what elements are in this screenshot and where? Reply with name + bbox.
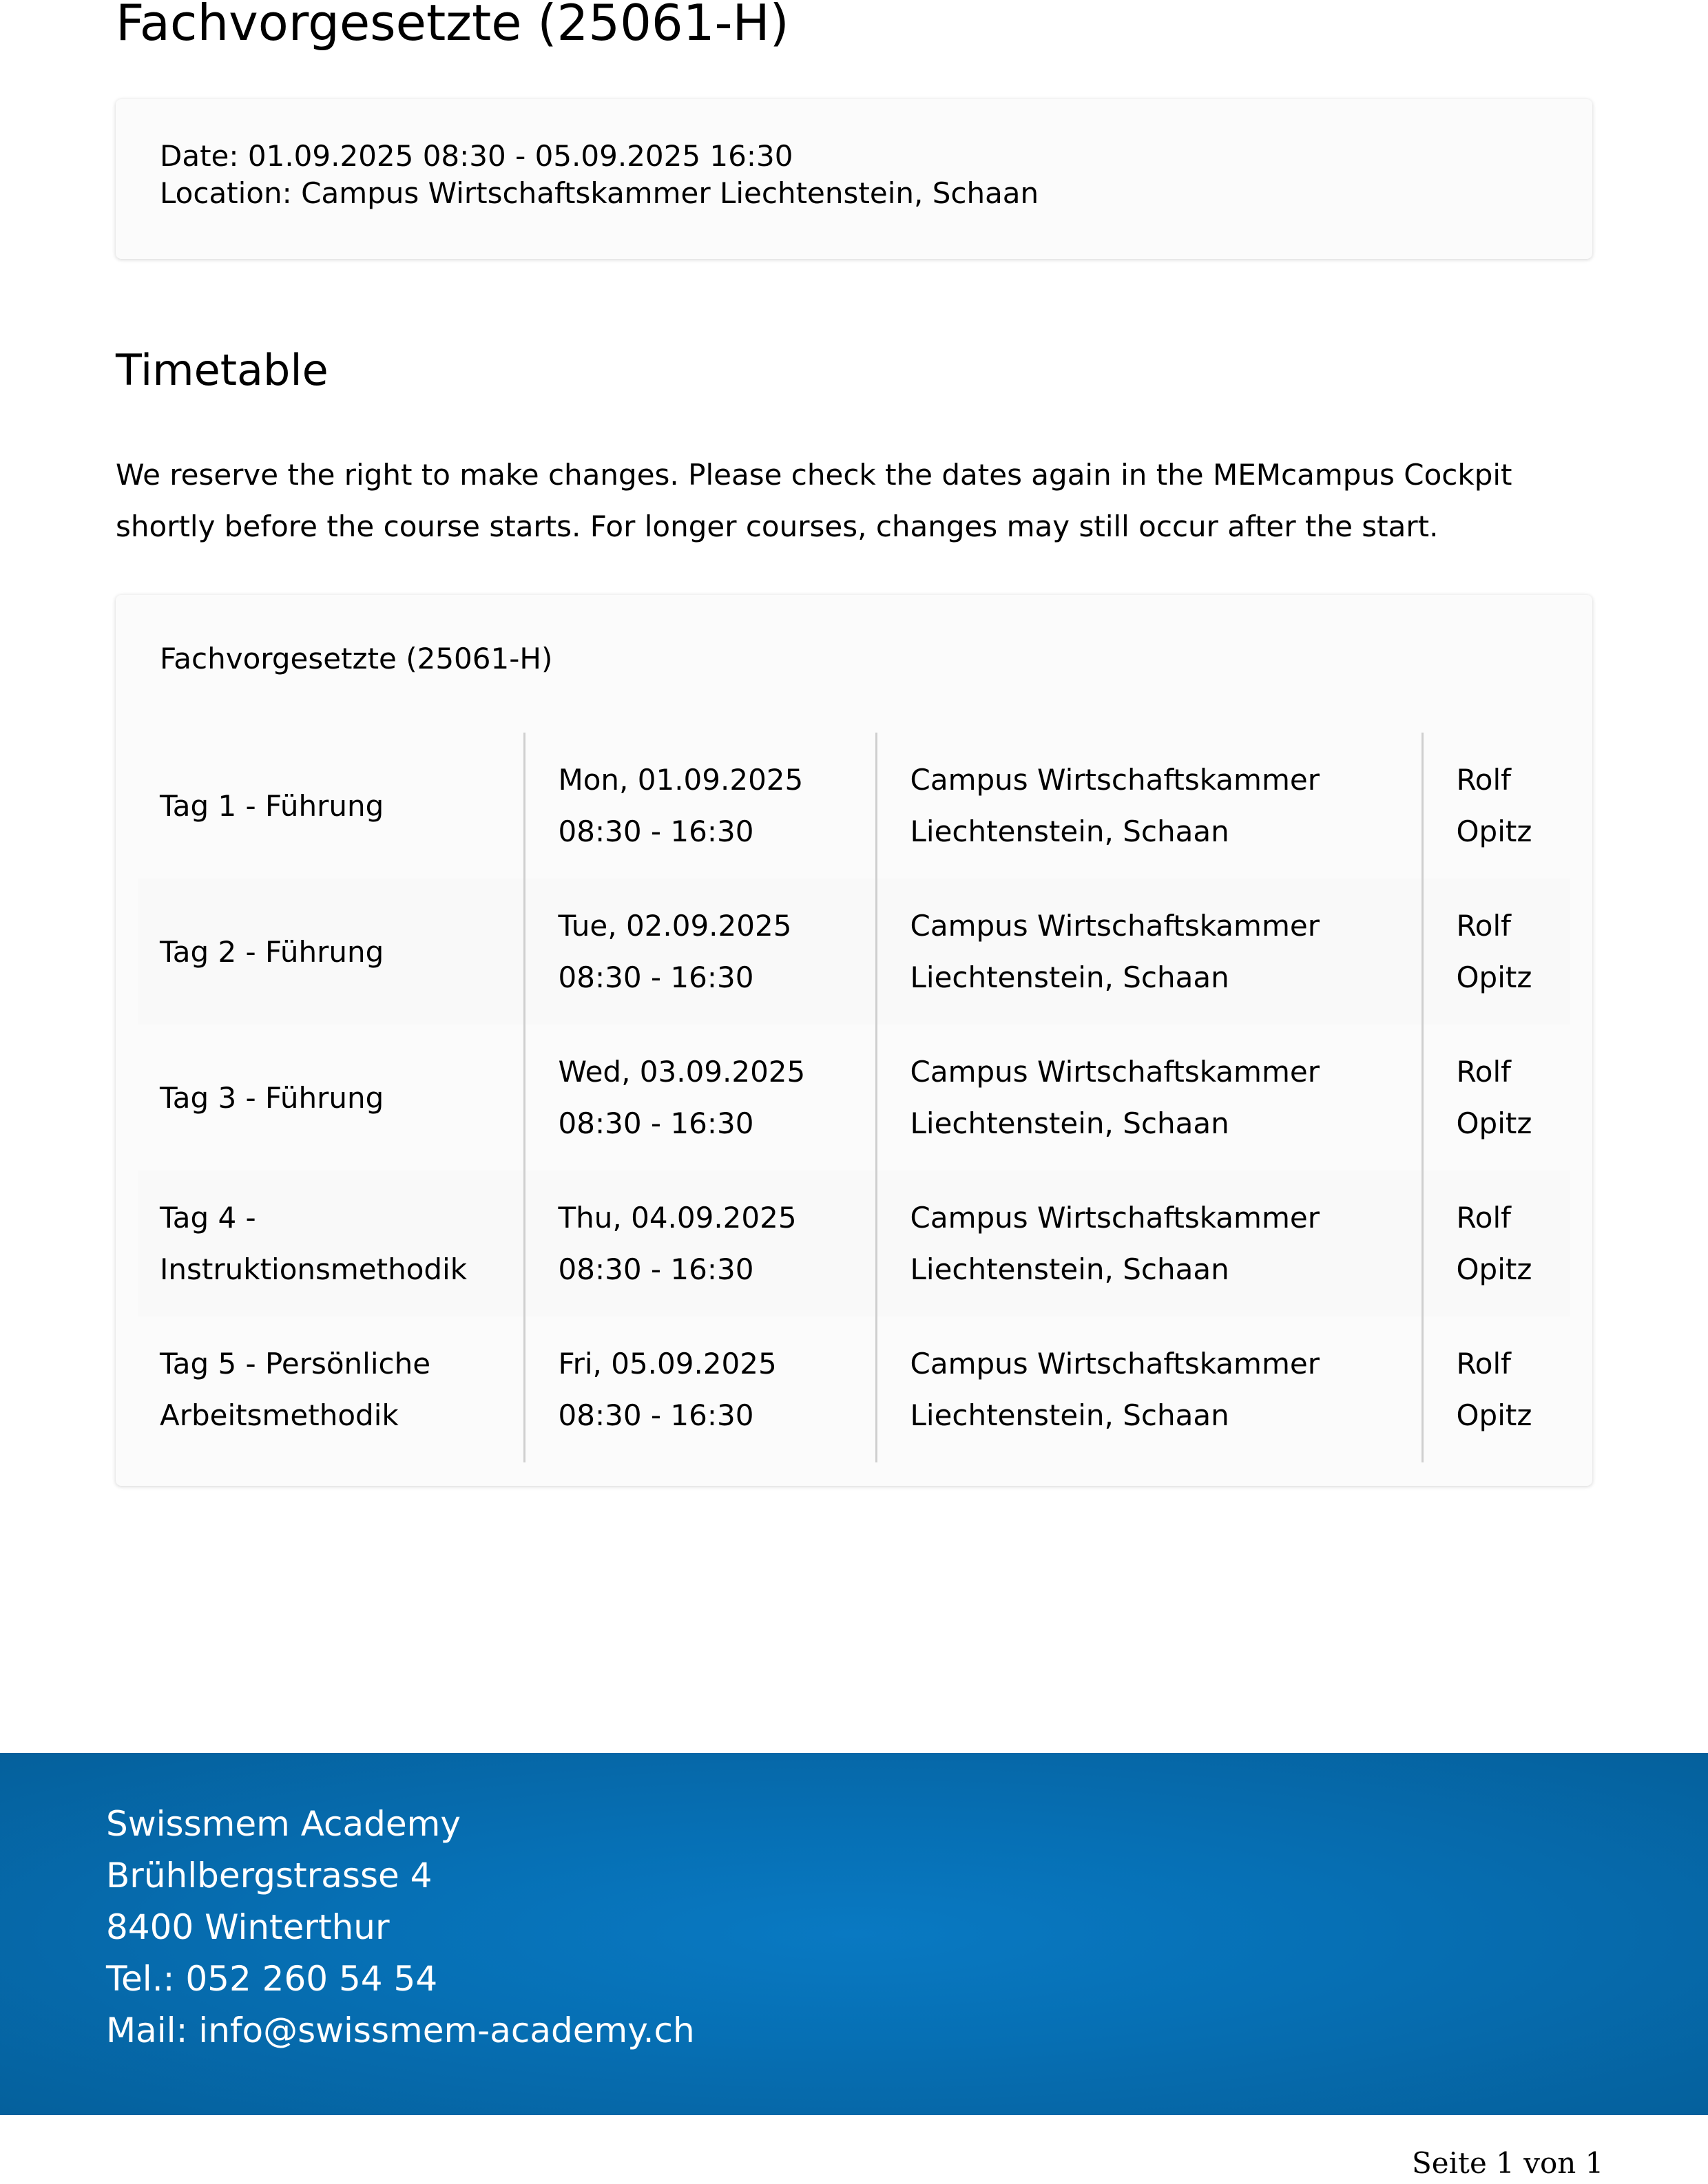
session-location-line1: Campus Wirtschaftskammer [910, 1201, 1320, 1235]
session-time: 08:30 - 16:30 [558, 960, 754, 994]
session-date-cell [524, 1025, 876, 1170]
footer-mail: Mail: info@swissmem-academy.ch [106, 2010, 695, 2050]
course-location: Location: Campus Wirtschaftskammer Liechtenstein, Schaan [160, 176, 1039, 210]
trainer-first-name: Rolf [1456, 909, 1511, 943]
page-number: Seite 1 von 1 [1412, 2146, 1604, 2180]
session-location-line1: Campus Wirtschaftskammer [910, 1347, 1320, 1380]
session-location-line1: Campus Wirtschaftskammer [910, 1055, 1320, 1089]
footer-organization: Swissmem Academy [106, 1804, 461, 1844]
session-trainer-cell [1422, 1025, 1570, 1170]
session-location-cell [876, 879, 1422, 1025]
session-location-cell [876, 1025, 1422, 1170]
session-trainer-cell [1422, 1170, 1570, 1316]
trainer-last-name: Opitz [1456, 1106, 1532, 1140]
session-location-cell [876, 1316, 1422, 1462]
session-title: Tag 4 - Instruktionsmethodik [160, 1201, 468, 1286]
session-day: Mon, 01.09.2025 [558, 763, 804, 797]
course-info-card [116, 99, 1592, 259]
session-date-cell [524, 879, 876, 1025]
table-row [138, 1025, 1570, 1170]
session-location-line2: Liechtenstein, Schaan [910, 1398, 1229, 1432]
session-location-line2: Liechtenstein, Schaan [910, 960, 1229, 994]
trainer-first-name: Rolf [1456, 1055, 1511, 1089]
session-title: Tag 5 - Persönliche Arbeitsmethodik [160, 1347, 431, 1432]
session-location-cell [876, 1170, 1422, 1316]
footer-address [106, 1798, 695, 2057]
session-day: Fri, 05.09.2025 [558, 1347, 777, 1380]
session-title-cell [138, 1025, 524, 1170]
session-location-line2: Liechtenstein, Schaan [910, 1106, 1229, 1140]
session-location-line1: Campus Wirtschaftskammer [910, 763, 1320, 797]
session-date-cell [524, 1316, 876, 1462]
table-row [138, 733, 1570, 879]
trainer-first-name: Rolf [1456, 1347, 1511, 1380]
footer-street: Brühlbergstrasse 4 [106, 1856, 433, 1896]
session-title-cell [138, 1316, 524, 1462]
session-time: 08:30 - 16:30 [558, 1398, 754, 1432]
session-time: 08:30 - 16:30 [558, 815, 754, 848]
table-row [138, 1170, 1570, 1316]
session-title-cell [138, 879, 524, 1025]
timetable [138, 733, 1570, 1462]
contact-footer [0, 1753, 1708, 2115]
page-title: Fachvorgesetzte (25061-H) [116, 0, 789, 52]
session-title: Tag 2 - Führung [160, 934, 384, 969]
trainer-last-name: Opitz [1456, 960, 1532, 994]
trainer-first-name: Rolf [1456, 763, 1511, 797]
session-trainer-cell [1422, 733, 1570, 879]
session-title-cell [138, 1170, 524, 1316]
table-row [138, 879, 1570, 1025]
trainer-first-name: Rolf [1456, 1201, 1511, 1235]
trainer-last-name: Opitz [1456, 815, 1532, 848]
timetable-card [116, 595, 1592, 1486]
course-date: Date: 01.09.2025 08:30 - 05.09.2025 16:30 [160, 139, 793, 173]
session-day: Tue, 02.09.2025 [558, 909, 792, 943]
footer-city: 8400 Winterthur [106, 1907, 390, 1947]
timetable-body [138, 733, 1570, 1462]
session-title: Tag 3 - Führung [160, 1080, 384, 1115]
session-location-line2: Liechtenstein, Schaan [910, 1252, 1229, 1286]
session-time: 08:30 - 16:30 [558, 1252, 754, 1286]
session-location-line2: Liechtenstein, Schaan [910, 815, 1229, 848]
session-day: Thu, 04.09.2025 [558, 1201, 797, 1235]
timetable-course-name: Fachvorgesetzte (25061-H) [160, 642, 553, 675]
trainer-last-name: Opitz [1456, 1398, 1532, 1432]
session-date-cell [524, 733, 876, 879]
footer-phone: Tel.: 052 260 54 54 [106, 1959, 438, 1999]
session-time: 08:30 - 16:30 [558, 1106, 754, 1140]
table-row [138, 1316, 1570, 1462]
timetable-heading: Timetable [116, 345, 329, 395]
timetable-disclaimer: We reserve the right to make changes. Please check the dates again in the MEMcampus Cockpit shortly before the course starts. For longer courses, changes may still occur after the start. [116, 458, 1512, 543]
session-location-cell [876, 733, 1422, 879]
session-title: Tag 1 - Führung [160, 788, 384, 823]
session-title-cell [138, 733, 524, 879]
session-trainer-cell [1422, 879, 1570, 1025]
session-trainer-cell [1422, 1316, 1570, 1462]
session-date-cell [524, 1170, 876, 1316]
session-day: Wed, 03.09.2025 [558, 1055, 806, 1089]
session-location-line1: Campus Wirtschaftskammer [910, 909, 1320, 943]
trainer-last-name: Opitz [1456, 1252, 1532, 1286]
